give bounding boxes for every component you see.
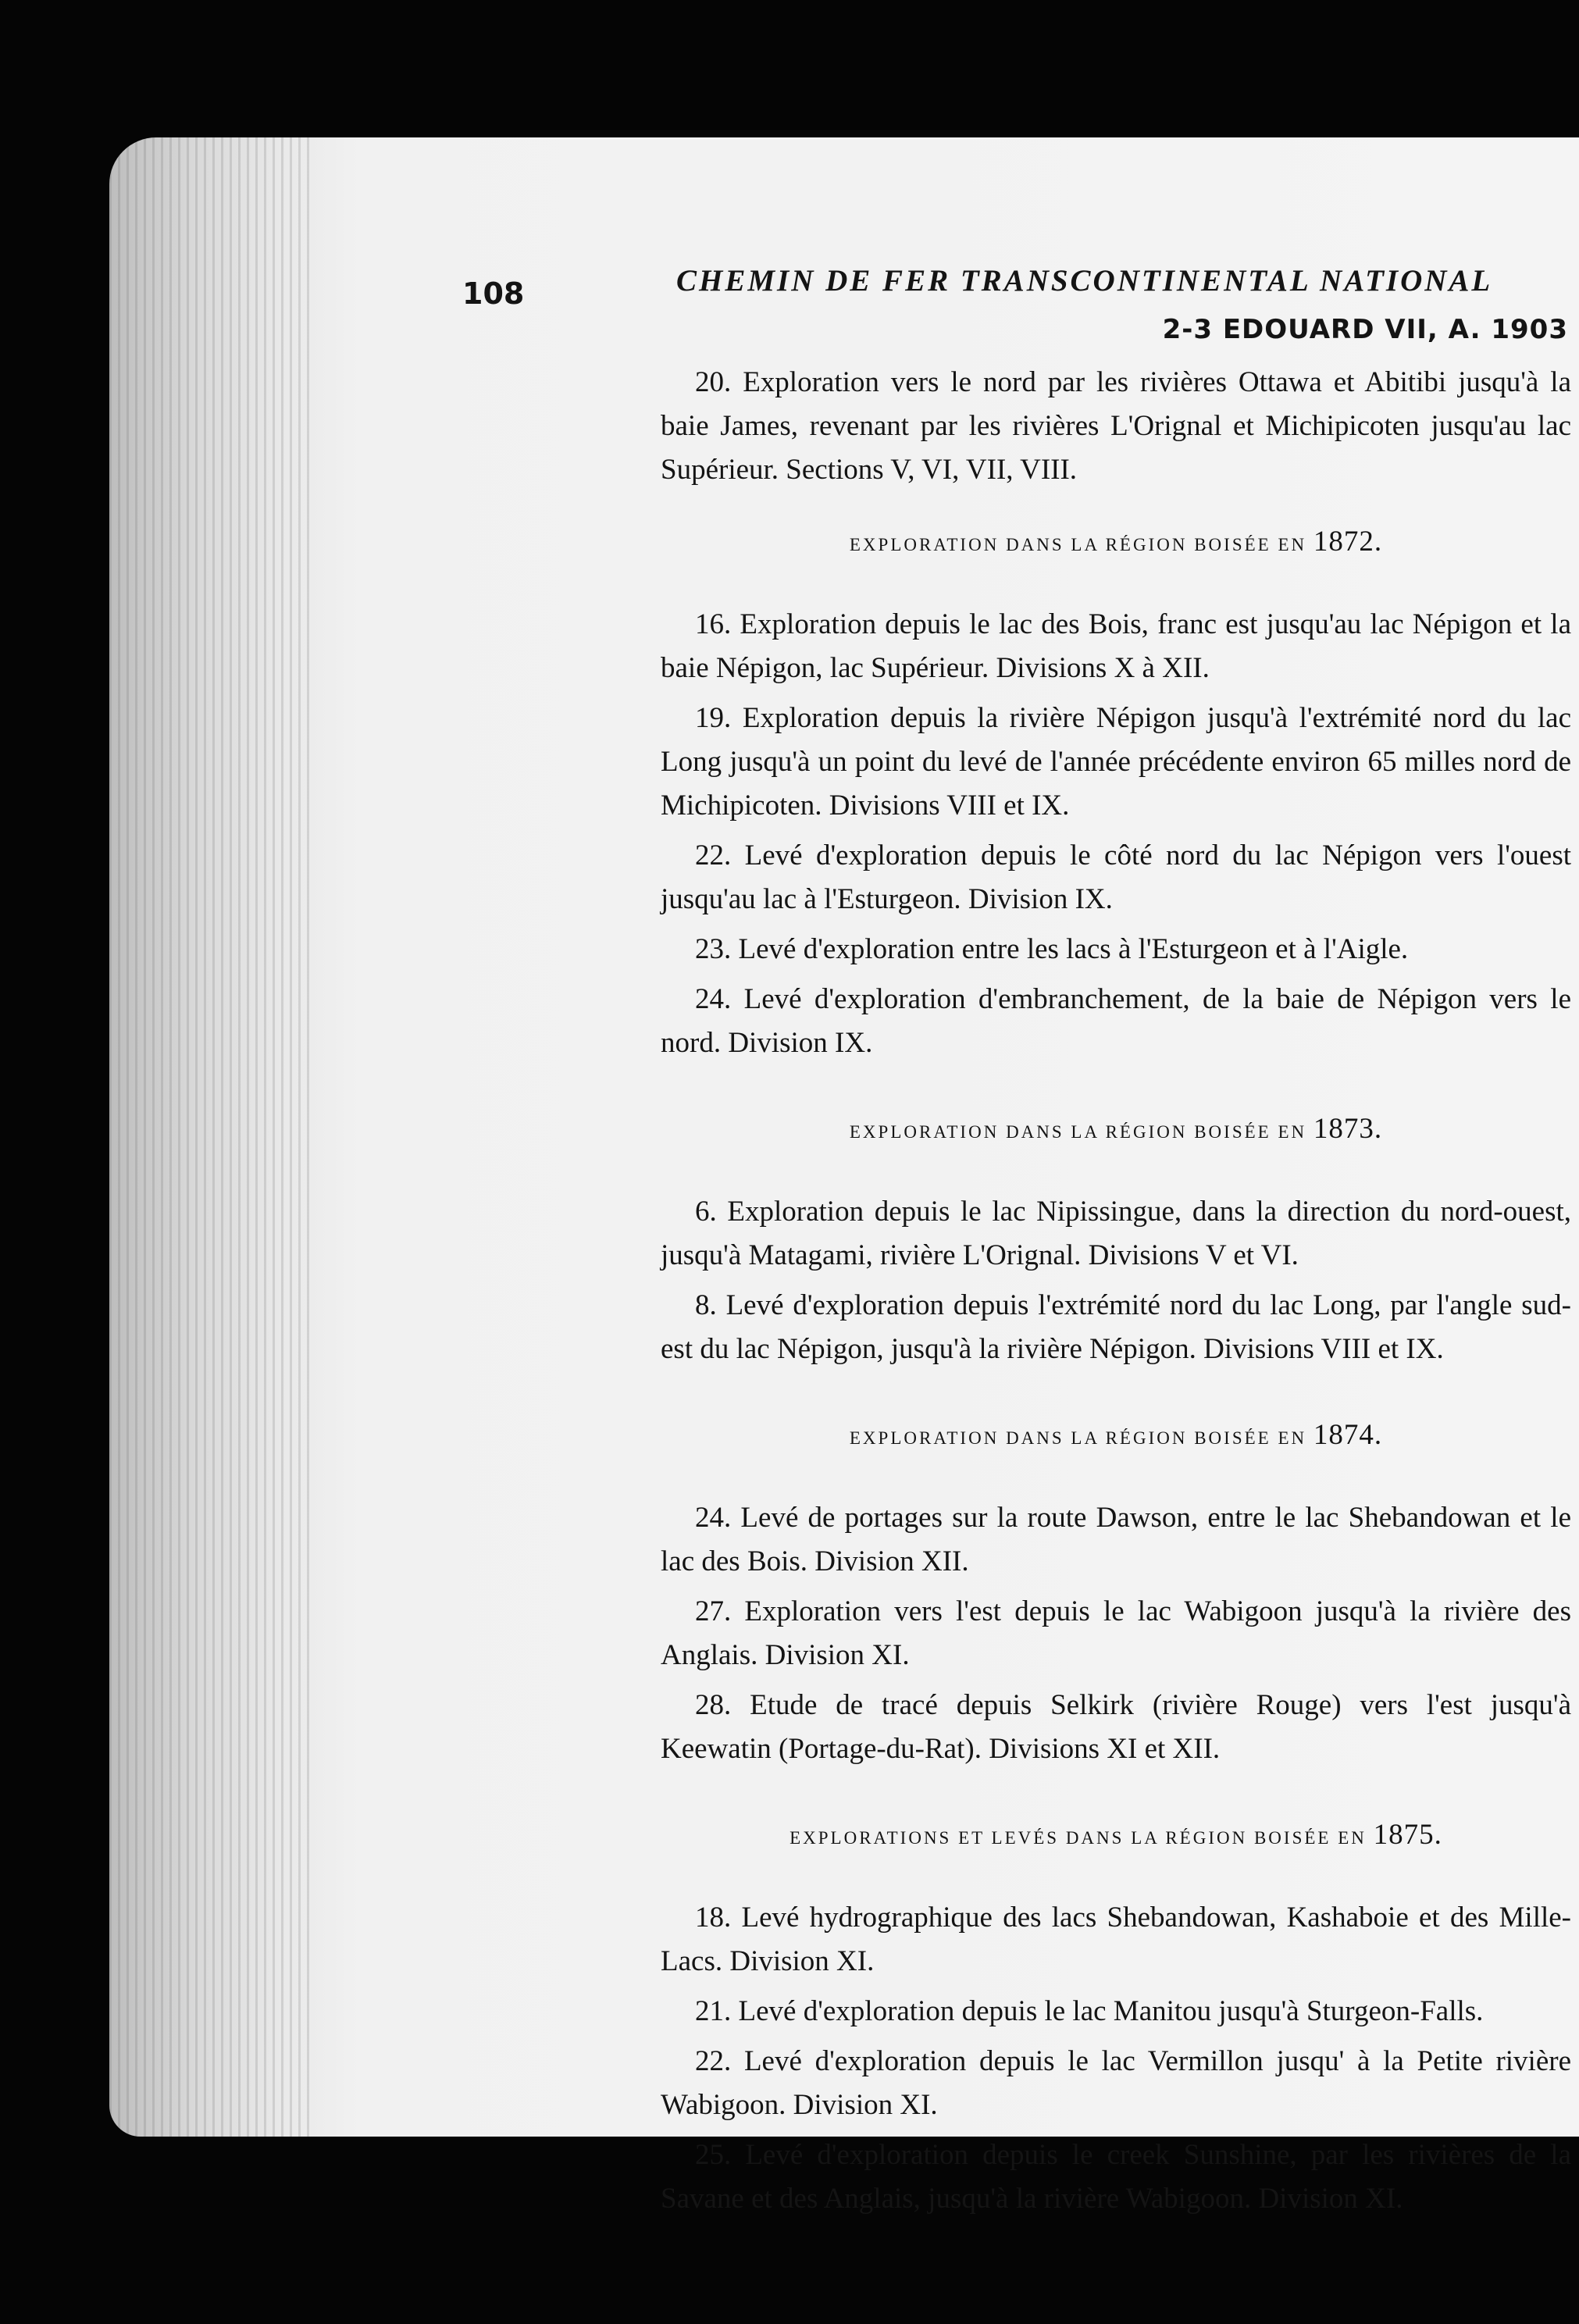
entry-paragraph: 28. Etude de tracé depuis Selkirk (rivière Rouge) vers l'est jusqu'à Keewatin (Portage-du-Rat). Divisions XI et XII.	[661, 1689, 1571, 1765]
entry-paragraph: 27. Exploration vers l'est depuis le lac Wabigoon jusqu'à la rivière des Anglais. Division XI.	[661, 1595, 1571, 1671]
entry-paragraph: 22. Levé d'exploration depuis le lac Vermillon jusqu' à la Petite rivière Wabigoon. Division XI.	[661, 2045, 1571, 2121]
section-intro	[661, 361, 1571, 492]
section-1874	[661, 1420, 1571, 1771]
entry-paragraph: 24. Levé d'exploration d'embranchement, de la baie de Népigon vers le nord. Division IX.	[661, 983, 1571, 1059]
section-1875	[661, 1820, 1571, 2221]
section-heading	[661, 1420, 1571, 1454]
running-title: CHEMIN DE FER TRANSCONTINENTAL NATIONAL	[676, 264, 1493, 298]
entry-paragraph: 16. Exploration depuis le lac des Bois, franc est jusqu'au lac Népigon et la baie Népigon, lac Supérieur. Divisions X à XII.	[661, 608, 1571, 684]
section-heading-text: EXPLORATION DANS LA RÉGION BOISÉE EN	[849, 535, 1307, 554]
entry-paragraph: 22. Levé d'exploration depuis le côté nord du lac Népigon vers l'ouest jusqu'au lac à l'Esturgeon. Division IX.	[661, 839, 1571, 915]
section-1872	[661, 526, 1571, 1065]
section-1873	[661, 1114, 1571, 1371]
page-gutter-shadow	[109, 137, 312, 2137]
entry-paragraph: 19. Exploration depuis la rivière Népigon jusqu'à l'extrémité nord du lac Long jusqu'à un point du levé de l'année précédente environ 65 milles nord de Michipicoten. Divisions VIII et IX.	[661, 702, 1571, 822]
section-heading-text: EXPLORATIONS ET LEVÉS DANS LA RÉGION BOISÉE EN	[790, 1828, 1367, 1848]
section-heading-text: EXPLORATION DANS LA RÉGION BOISÉE EN	[849, 1122, 1307, 1142]
entry-paragraph: 24. Levé de portages sur la route Dawson, entre le lac Shebandowan et le lac des Bois. Division XII.	[661, 1502, 1571, 1577]
section-heading-year: 1875.	[1373, 1819, 1442, 1851]
entry-paragraph: 6. Exploration depuis le lac Nipissingue, dans la direction du nord-ouest, jusqu'à Matagami, rivière L'Orignal. Divisions V et VI.	[661, 1196, 1571, 1271]
entry-paragraph: 23. Levé d'exploration entre les lacs à l'Esturgeon et à l'Aigle.	[695, 933, 1409, 965]
section-heading-year: 1872.	[1313, 526, 1383, 558]
session-label: 2-3 EDOUARD VII, A. 1903	[1162, 314, 1568, 345]
section-heading	[661, 526, 1571, 561]
section-heading-text: EXPLORATION DANS LA RÉGION BOISÉE EN	[849, 1428, 1307, 1448]
document-body	[661, 361, 1571, 2227]
section-heading-year: 1874.	[1313, 1419, 1383, 1451]
section-heading-year: 1873.	[1313, 1113, 1383, 1145]
page-number: 108	[462, 276, 525, 311]
section-heading	[661, 1114, 1571, 1148]
entry-paragraph: 20. Exploration vers le nord par les rivières Ottawa et Abitibi jusqu'à la baie James, revenant par les rivières L'Orignal et Michipicoten jusqu'au lac Supérieur. Sections V, VI, VII, VIII.	[661, 366, 1571, 486]
entry-paragraph: 18. Levé hydrographique des lacs Shebandowan, Kashaboie et des Mille-Lacs. Division XI.	[661, 1902, 1571, 1977]
section-heading	[661, 1820, 1571, 1854]
entry-paragraph: 8. Levé d'exploration depuis l'extrémité nord du lac Long, par l'angle sud-est du lac Népigon, jusqu'à la rivière Népigon. Divisions VIII et IX.	[661, 1289, 1571, 1365]
entry-paragraph: 25. Levé d'exploration depuis le creek Sunshine, par les rivières de la Savane et des Anglais, jusqu'à la rivière Wabigoon. Division XI.	[661, 2139, 1571, 2215]
entry-paragraph: 21. Levé d'exploration depuis le lac Manitou jusqu'à Sturgeon-Falls.	[695, 1995, 1484, 2027]
